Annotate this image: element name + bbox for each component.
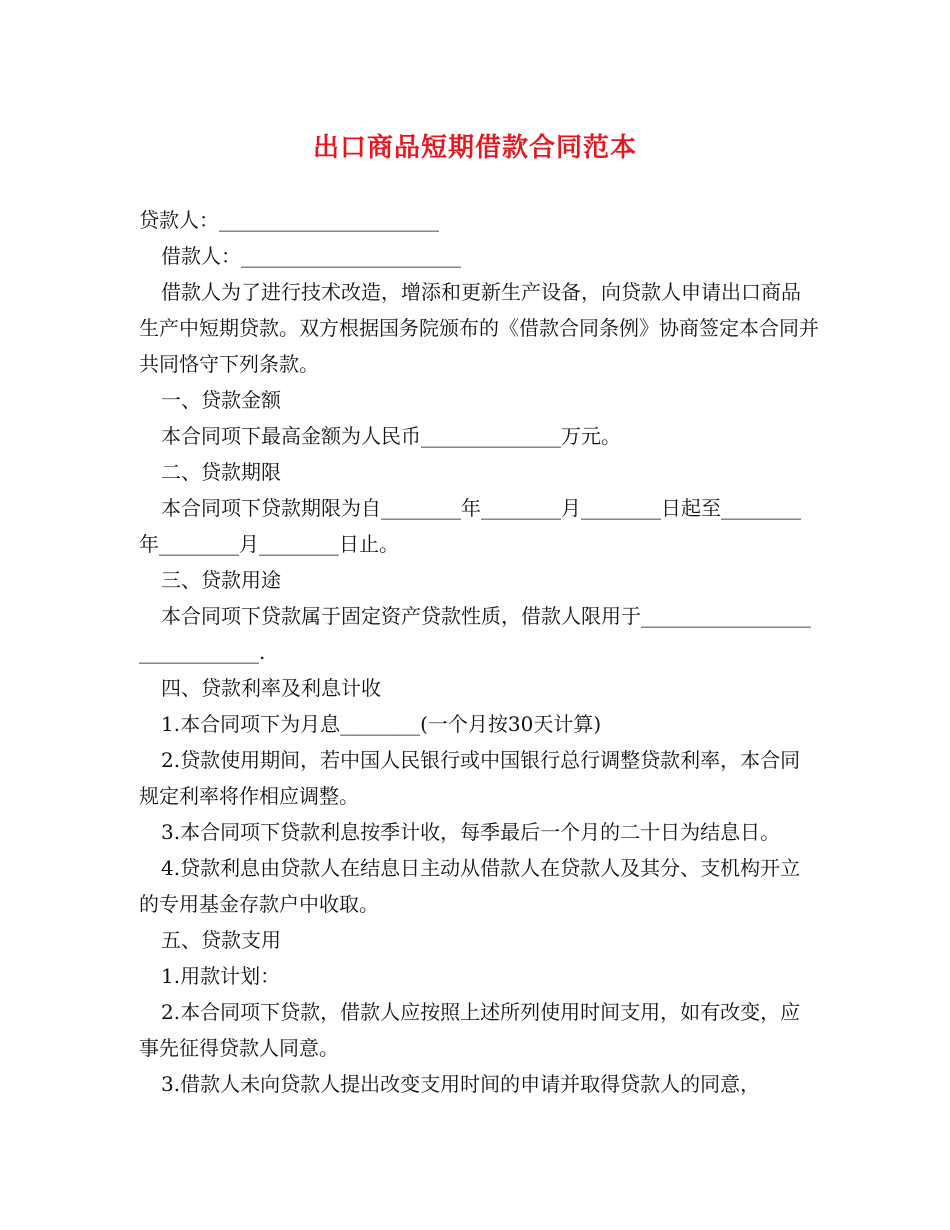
interest-clause-2: 2.贷款使用期间，若中国人民银行或中国银行总行调整贷款利率，本合同规定利率将作相应调整。 bbox=[139, 748, 801, 808]
lender-field-line: 贷款人：______________________ bbox=[139, 208, 439, 232]
term-clause: 本合同项下贷款期限为自________年________月________日起至________年________月________日止。 bbox=[139, 496, 801, 556]
section-heading-term: 二、贷款期限 bbox=[161, 460, 281, 484]
purpose-clause: 本合同项下贷款属于固定资产贷款性质，借款人限用于_____________________________. bbox=[139, 604, 811, 664]
section-heading-interest: 四、贷款利率及利息计收 bbox=[161, 676, 381, 700]
section-heading-amount: 一、贷款金额 bbox=[161, 388, 281, 412]
preamble-paragraph: 借款人为了进行技术改造，增添和更新生产设备，向贷款人申请出口商品生产中短期贷款。双方根据国务院颁布的《借款合同条例》协商签定本合同并共同恪守下列条款。 bbox=[139, 280, 819, 376]
amount-clause: 本合同项下最高金额为人民币______________万元。 bbox=[161, 424, 621, 448]
document-title: 出口商品短期借款合同范本 bbox=[312, 133, 637, 163]
disbursement-clause-2: 2.本合同项下贷款，借款人应按照上述所列使用时间支用，如有改变，应事先征得贷款人同意。 bbox=[139, 1000, 801, 1060]
document-body bbox=[139, 202, 819, 1102]
section-heading-purpose: 三、贷款用途 bbox=[161, 568, 281, 592]
borrower-field-line: 借款人：______________________ bbox=[161, 244, 461, 268]
disbursement-clause-3: 3.借款人未向贷款人提出改变支用时间的申请并取得贷款人的同意， bbox=[161, 1072, 761, 1096]
section-heading-disbursement: 五、贷款支用 bbox=[161, 928, 281, 952]
interest-clause-1: 1.本合同项下为月息________(一个月按30天计算) bbox=[161, 712, 602, 736]
interest-clause-3: 3.本合同项下贷款利息按季计收，每季最后一个月的二十日为结息日。 bbox=[161, 820, 781, 844]
interest-clause-4: 4.贷款利息由贷款人在结息日主动从借款人在贷款人及其分、支机构开立的专用基金存款户中收取。 bbox=[139, 856, 801, 916]
disbursement-clause-1: 1.用款计划： bbox=[161, 964, 281, 988]
